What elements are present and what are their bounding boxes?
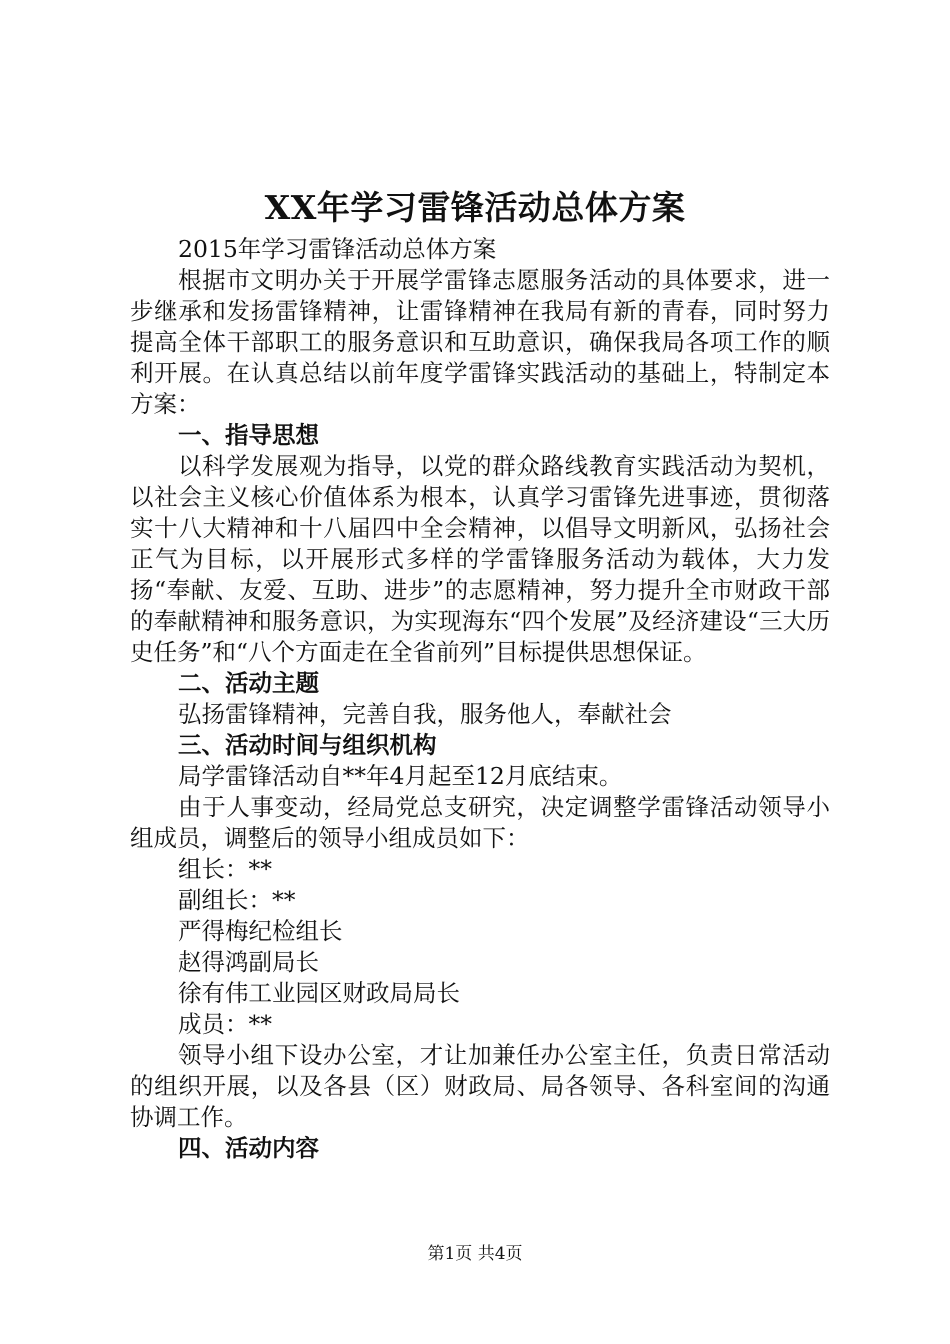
paragraph: 由于人事变动，经局党总支研究，决定调整学雷锋活动领导小组成员，调整后的领导小组成员如下： — [130, 793, 830, 852]
paragraph: 成员：** — [178, 1010, 272, 1038]
paragraph: 2015年学习雷锋活动总体方案 — [178, 235, 497, 263]
paragraph: 组长：** — [178, 855, 272, 883]
paragraph: 领导小组下设办公室，才让加兼任办公室主任，负责日常活动的组织开展，以及各县（区）财政局、局各领导、各科室间的沟通协调工作。 — [130, 1041, 830, 1131]
paragraph: 赵得鸿副局长 — [178, 948, 319, 976]
paragraph: 严得梅纪检组长 — [178, 917, 343, 945]
paragraph: 根据市文明办关于开展学雷锋志愿服务活动的具体要求，进一步继承和发扬雷锋精神，让雷锋精神在我局有新的青春，同时努力提高全体干部职工的服务意识和互助意识，确保我局各项工作的顺利开展。在认真总结以前年度学雷锋实践活动的基础上，特制定本方案： — [130, 266, 830, 418]
section-heading: 四、活动内容 — [178, 1134, 319, 1162]
paragraph: 以科学发展观为指导，以党的群众路线教育实践活动为契机，以社会主义核心价值体系为根本，认真学习雷锋先进事迹，贯彻落实十八大精神和十八届四中全会精神，以倡导文明新风，弘扬社会正气为目标，以开展形式多样的学雷锋服务活动为载体，大力发扬“奉献、友爱、互助、进步”的志愿精神，努力提升全市财政干部的奉献精神和服务意识，为实现海东“四个发展”及经济建设“三大历史任务”和“八个方面走在全省前列”目标提供思想保证。 — [130, 452, 830, 666]
section-heading: 三、活动时间与组织机构 — [178, 731, 437, 759]
paragraph: 弘扬雷锋精神，完善自我，服务他人，奉献社会 — [178, 700, 672, 728]
section-heading: 二、活动主题 — [178, 669, 319, 697]
section-heading: 一、指导思想 — [178, 421, 319, 449]
paragraph: 副组长：** — [178, 886, 296, 914]
page-footer: 第1页 共4页 — [427, 1244, 523, 1264]
paragraph: 徐有伟工业园区财政局局长 — [178, 979, 460, 1007]
document-body — [130, 234, 830, 1164]
document-title: XX年学习雷锋活动总体方案 — [264, 188, 686, 227]
paragraph: 局学雷锋活动自**年4月起至12月底结束。 — [178, 762, 623, 790]
